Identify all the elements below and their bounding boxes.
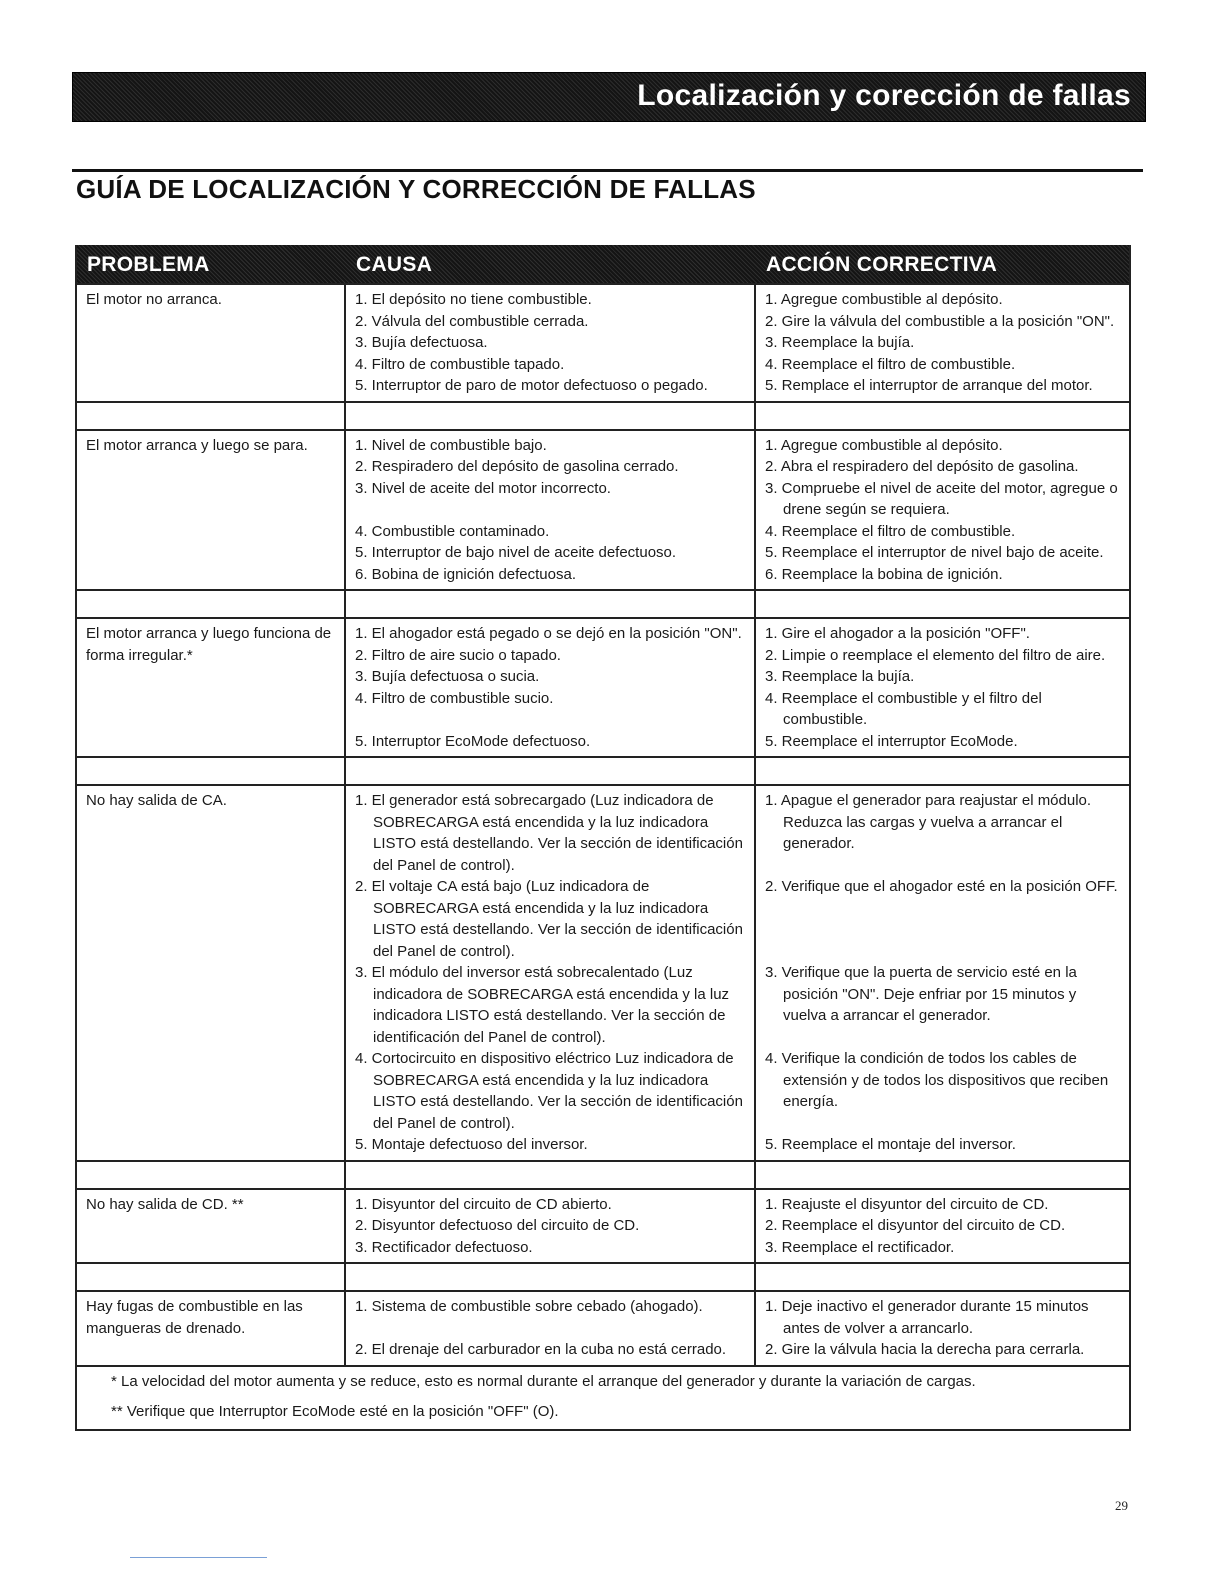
action-item: 3. Reemplace la bujía. bbox=[765, 334, 915, 351]
spacer-cell bbox=[77, 591, 346, 617]
problem-cell: El motor no arranca. bbox=[77, 285, 346, 401]
problem-cell: Hay fugas de combustible en las mangueras de drenado. bbox=[77, 1292, 346, 1365]
spacer-cell bbox=[756, 1264, 1129, 1290]
cause-item: 1. Nivel de combustible bajo. bbox=[355, 436, 547, 454]
action-item: 2. Gire la válvula hacia la derecha para cerrarla. bbox=[765, 1341, 1085, 1358]
action-item: 4. Reemplace el filtro de combustible. bbox=[765, 522, 1016, 540]
action-item: 5. Reemplace el interruptor EcoMode. bbox=[765, 732, 1018, 750]
cause-cell bbox=[346, 619, 756, 756]
spacer-cell bbox=[346, 591, 756, 617]
action-item: 1. Apague el generador para reajustar el módulo. Reduzca las cargas y vuelva a arrancar el generador. bbox=[765, 792, 1092, 852]
cause-item: 5. Montaje defectuoso del inversor. bbox=[355, 1136, 588, 1153]
action-cell bbox=[756, 1190, 1129, 1263]
cause-item: 5. Interruptor de paro de motor defectuoso o pegado. bbox=[355, 377, 708, 394]
cause-cell bbox=[346, 786, 756, 1160]
cause-item: 3. Bujía defectuosa. bbox=[355, 334, 488, 351]
spacer-cell bbox=[756, 403, 1129, 429]
cause-cell bbox=[346, 285, 756, 401]
problem-cell: No hay salida de CA. bbox=[77, 786, 346, 1160]
section-banner bbox=[72, 72, 1146, 122]
spacer-cell bbox=[77, 1162, 346, 1188]
footnote: * La velocidad del motor aumenta y se reduce, esto es normal durante el arranque del generador y durante la variación de cargas. bbox=[111, 1372, 976, 1390]
cause-item: 5. Interruptor de bajo nivel de aceite defectuoso. bbox=[355, 544, 677, 561]
cause-item: 2. El voltaje CA está bajo (Luz indicadora de SOBRECARGA está encendida y la luz indicadora LISTO está destellando. Ver la sección de identificación del Panel de control). bbox=[355, 878, 743, 960]
footnote: ** Verifique que Interruptor EcoMode esté en la posición "OFF" (O). bbox=[111, 1403, 559, 1420]
row-spacer bbox=[77, 756, 1129, 784]
cause-item: 4. Cortocircuito en dispositivo eléctrico Luz indicadora de SOBRECARGA está encendida y la luz indicadora LISTO está destellando. Ver la sección de identificación del Panel de control). bbox=[355, 1050, 743, 1132]
cause-item: 3. Bujía defectuosa o sucia. bbox=[355, 668, 540, 685]
cause-cell bbox=[346, 431, 756, 590]
page-number: 29 bbox=[1115, 1498, 1128, 1513]
spacer-cell bbox=[77, 758, 346, 784]
cause-item: 3. El módulo del inversor está sobrecalentado (Luz indicadora de SOBRECARGA está encendida y la luz indicadora LISTO está destellando. Ver la sección de identificación del Panel de control). bbox=[355, 964, 730, 1046]
cause-item: 1. El generador está sobrecargado (Luz indicadora de SOBRECARGA está encendida y la luz indicadora LISTO está destellando. Ver la sección de identificación del Panel de control). bbox=[355, 792, 743, 874]
action-item: 1. Gire el ahogador a la posición "OFF". bbox=[765, 625, 1030, 642]
action-cell bbox=[756, 619, 1129, 756]
spacer-cell bbox=[77, 403, 346, 429]
action-item: 3. Reemplace el rectificador. bbox=[765, 1238, 955, 1256]
spacer-cell bbox=[346, 1264, 756, 1290]
action-item: 6. Reemplace la bobina de ignición. bbox=[765, 565, 1003, 583]
action-item: 2. Gire la válvula del combustible a la posición "ON". bbox=[765, 312, 1115, 330]
table-row bbox=[77, 617, 1129, 756]
problem-cell: El motor arranca y luego se para. bbox=[77, 431, 346, 590]
problem-cell: No hay salida de CD. ** bbox=[77, 1190, 346, 1263]
cause-item: 1. Sistema de combustible sobre cebado (ahogado). bbox=[355, 1298, 703, 1315]
cause-item: 6. Bobina de ignición defectuosa. bbox=[355, 565, 576, 583]
spacer-cell bbox=[346, 1162, 756, 1188]
cause-cell bbox=[346, 1292, 756, 1365]
cause-item: 1. El depósito no tiene combustible. bbox=[355, 291, 592, 308]
cause-item: 2. Respiradero del depósito de gasolina cerrado. bbox=[355, 458, 679, 475]
decorative-line bbox=[130, 1557, 267, 1558]
action-item: 2. Limpie o reemplace el elemento del filtro de aire. bbox=[765, 646, 1106, 664]
table-row bbox=[77, 429, 1129, 590]
action-cell bbox=[756, 431, 1129, 590]
spacer-cell bbox=[346, 403, 756, 429]
header-cause: CAUSA bbox=[356, 253, 433, 276]
spacer-cell bbox=[756, 1162, 1129, 1188]
cause-cell bbox=[346, 1190, 756, 1263]
section-title: Localización y corección de fallas bbox=[637, 79, 1131, 112]
action-item: 5. Reemplace el montaje del inversor. bbox=[765, 1136, 1016, 1153]
cause-item: 1. Disyuntor del circuito de CD abierto. bbox=[355, 1195, 612, 1213]
action-item: 2. Verifique que el ahogador esté en la posición OFF. bbox=[765, 878, 1118, 895]
action-item: 1. Deje inactivo el generador durante 15 minutos antes de volver a arrancarlo. bbox=[765, 1298, 1089, 1337]
row-spacer bbox=[77, 401, 1129, 429]
cause-item: 5. Interruptor EcoMode defectuoso. bbox=[355, 732, 591, 750]
cause-item: 2. Válvula del combustible cerrada. bbox=[355, 312, 589, 330]
heading-rule bbox=[72, 169, 1143, 172]
spacer-cell bbox=[756, 758, 1129, 784]
cause-item: 4. Filtro de combustible tapado. bbox=[355, 355, 565, 373]
action-item: 4. Reemplace el combustible y el filtro del combustible. bbox=[765, 689, 1042, 728]
spacer-cell bbox=[346, 758, 756, 784]
spacer-cell bbox=[756, 591, 1129, 617]
cause-item: 3. Rectificador defectuoso. bbox=[355, 1238, 533, 1256]
cause-item: 3. Nivel de aceite del motor incorrecto. bbox=[355, 479, 611, 497]
table-row bbox=[77, 1290, 1129, 1365]
action-item: 1. Agregue combustible al depósito. bbox=[765, 436, 1003, 454]
spacer-cell bbox=[77, 1264, 346, 1290]
action-item: 2. Reemplace el disyuntor del circuito de CD. bbox=[765, 1217, 1066, 1234]
footnotes bbox=[77, 1365, 1129, 1429]
table-row bbox=[77, 283, 1129, 401]
header-problem: PROBLEMA bbox=[87, 253, 210, 276]
row-spacer bbox=[77, 589, 1129, 617]
header-action: ACCIÓN CORRECTIVA bbox=[766, 253, 998, 276]
cause-item: 4. Combustible contaminado. bbox=[355, 522, 550, 540]
action-item: 5. Reemplace el interruptor de nivel bajo de aceite. bbox=[765, 544, 1104, 561]
table-row bbox=[77, 784, 1129, 1160]
action-item: 3. Compruebe el nivel de aceite del motor, agregue o drene según se requiera. bbox=[765, 479, 1118, 518]
row-spacer bbox=[77, 1160, 1129, 1188]
action-item: 2. Abra el respiradero del depósito de gasolina. bbox=[765, 458, 1079, 475]
cause-item: 4. Filtro de combustible sucio. bbox=[355, 689, 554, 707]
action-item: 1. Agregue combustible al depósito. bbox=[765, 291, 1003, 308]
table-row bbox=[77, 1188, 1129, 1263]
action-item: 4. Verifique la condición de todos los cables de extensión y de todos los dispositivos que reciben energía. bbox=[765, 1050, 1109, 1110]
cause-item: 2. El drenaje del carburador en la cuba no está cerrado. bbox=[355, 1341, 727, 1358]
action-item: 3. Verifique que la puerta de servicio esté en la posición "ON". Deje enfriar por 15 minutos y vuelva a arrancar el generador. bbox=[765, 964, 1077, 1024]
table-header bbox=[77, 245, 1129, 283]
page-title: GUÍA DE LOCALIZACIÓN Y CORRECCIÓN DE FALLAS bbox=[76, 174, 756, 204]
cause-item: 1. El ahogador está pegado o se dejó en la posición "ON". bbox=[355, 625, 742, 642]
action-cell bbox=[756, 285, 1129, 401]
row-spacer bbox=[77, 1262, 1129, 1290]
action-cell bbox=[756, 1292, 1129, 1365]
problem-cell: El motor arranca y luego funciona de forma irregular.* bbox=[77, 619, 346, 756]
cause-item: 2. Filtro de aire sucio o tapado. bbox=[355, 646, 561, 664]
action-item: 1. Reajuste el disyuntor del circuito de CD. bbox=[765, 1195, 1049, 1213]
action-item: 3. Reemplace la bujía. bbox=[765, 668, 915, 685]
action-item: 5. Remplace el interruptor de arranque del motor. bbox=[765, 377, 1093, 394]
action-cell bbox=[756, 786, 1129, 1160]
troubleshooting-table bbox=[75, 245, 1131, 1431]
action-item: 4. Reemplace el filtro de combustible. bbox=[765, 355, 1016, 373]
cause-item: 2. Disyuntor defectuoso del circuito de CD. bbox=[355, 1217, 640, 1234]
